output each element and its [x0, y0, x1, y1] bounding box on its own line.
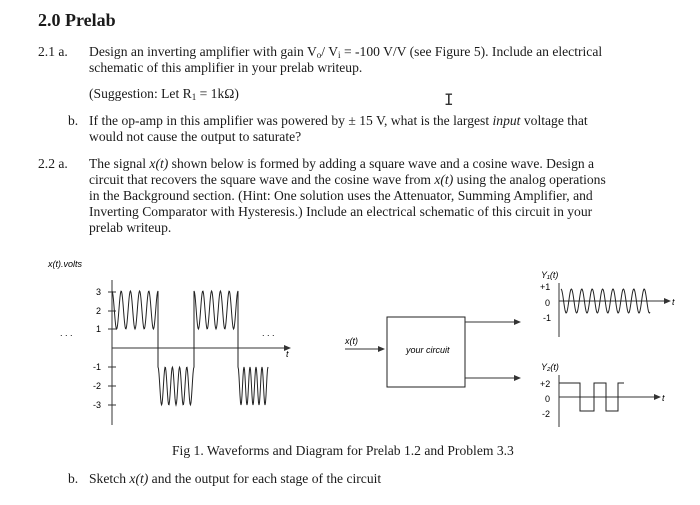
- y2-t-label: t: [662, 393, 665, 403]
- input-label: x(t): [345, 336, 358, 346]
- y1-tick-0: 0: [545, 298, 551, 308]
- text-cursor-icon: I: [444, 90, 454, 109]
- xt-tick-neg2: -2: [93, 381, 102, 391]
- xt-t-label: t: [286, 349, 289, 359]
- xt-axis-label: x(t).volts: [48, 259, 83, 269]
- q21b-line1: If the op-amp in this amplifier was powered by ± 15 V, what is the largest input voltage that: [89, 113, 588, 128]
- q21b-line2: would not cause the output to saturate?: [89, 129, 302, 144]
- xt-ellipsis-right: . . .: [262, 328, 275, 338]
- y1-label: Y₁(t): [541, 270, 559, 280]
- q21-line1: Design an inverting amplifier with gain $V_o/$ $V_i = -100$ V/V (see Figure 5). Include an electrical: [89, 44, 603, 60]
- xt-tick-neg3: -3: [93, 400, 102, 410]
- y2-tick-pos2: +2: [540, 379, 551, 389]
- q22-line2: circuit that recovers the square wave and the cosine wave from x(t) using the analog operations: [89, 172, 606, 187]
- section-title: 2.0 Prelab: [38, 10, 116, 30]
- figure-1: [0, 245, 700, 440]
- y1-tick-pos1: +1: [540, 282, 551, 292]
- q22b-text: Sketch x(t) and the output for each stage of the circuit: [89, 471, 382, 486]
- q22b-label: b.: [68, 471, 79, 486]
- q21-line2: schematic of this amplifier in your prelab writeup.: [89, 60, 363, 75]
- figure-caption: Fig 1. Waveforms and Diagram for Prelab 1.2 and Problem 3.3: [172, 443, 514, 458]
- y1-tick-neg1: -1: [543, 313, 552, 323]
- q22-line4: Inverting Comparator with Hysteresis.) Include an electrical schematic of this circuit in your: [89, 204, 593, 219]
- q21-suggestion: (Suggestion: Let $R_1 = 1k\Omega$): [89, 86, 239, 102]
- q22-line1: The signal x(t) shown below is formed by adding a square wave and a cosine wave. Design a: [89, 156, 595, 171]
- circuit-box-label: your circuit: [406, 345, 450, 355]
- y2-tick-0: 0: [545, 394, 551, 404]
- q22-line3: in the Background section. (Hint: One solution uses the Attenuator, Summing Amplifier, and: [89, 188, 593, 203]
- q21-number: 2.1 a.: [38, 44, 68, 59]
- xt-tick-3: 3: [96, 287, 102, 297]
- xt-tick-2: 2: [96, 306, 102, 316]
- y2-label: Y₂(t): [541, 362, 559, 372]
- y1-t-label: t: [672, 297, 675, 307]
- q21b-label: b.: [68, 113, 79, 128]
- xt-tick-1: 1: [96, 324, 102, 334]
- xt-tick-neg1: -1: [93, 362, 102, 372]
- xt-ellipsis-left: . . .: [60, 328, 73, 338]
- y2-tick-neg2: -2: [542, 409, 551, 419]
- q22-number: 2.2 a.: [38, 156, 68, 171]
- q22-line5: prelab writeup.: [89, 220, 172, 235]
- y1-waveform: [561, 289, 650, 313]
